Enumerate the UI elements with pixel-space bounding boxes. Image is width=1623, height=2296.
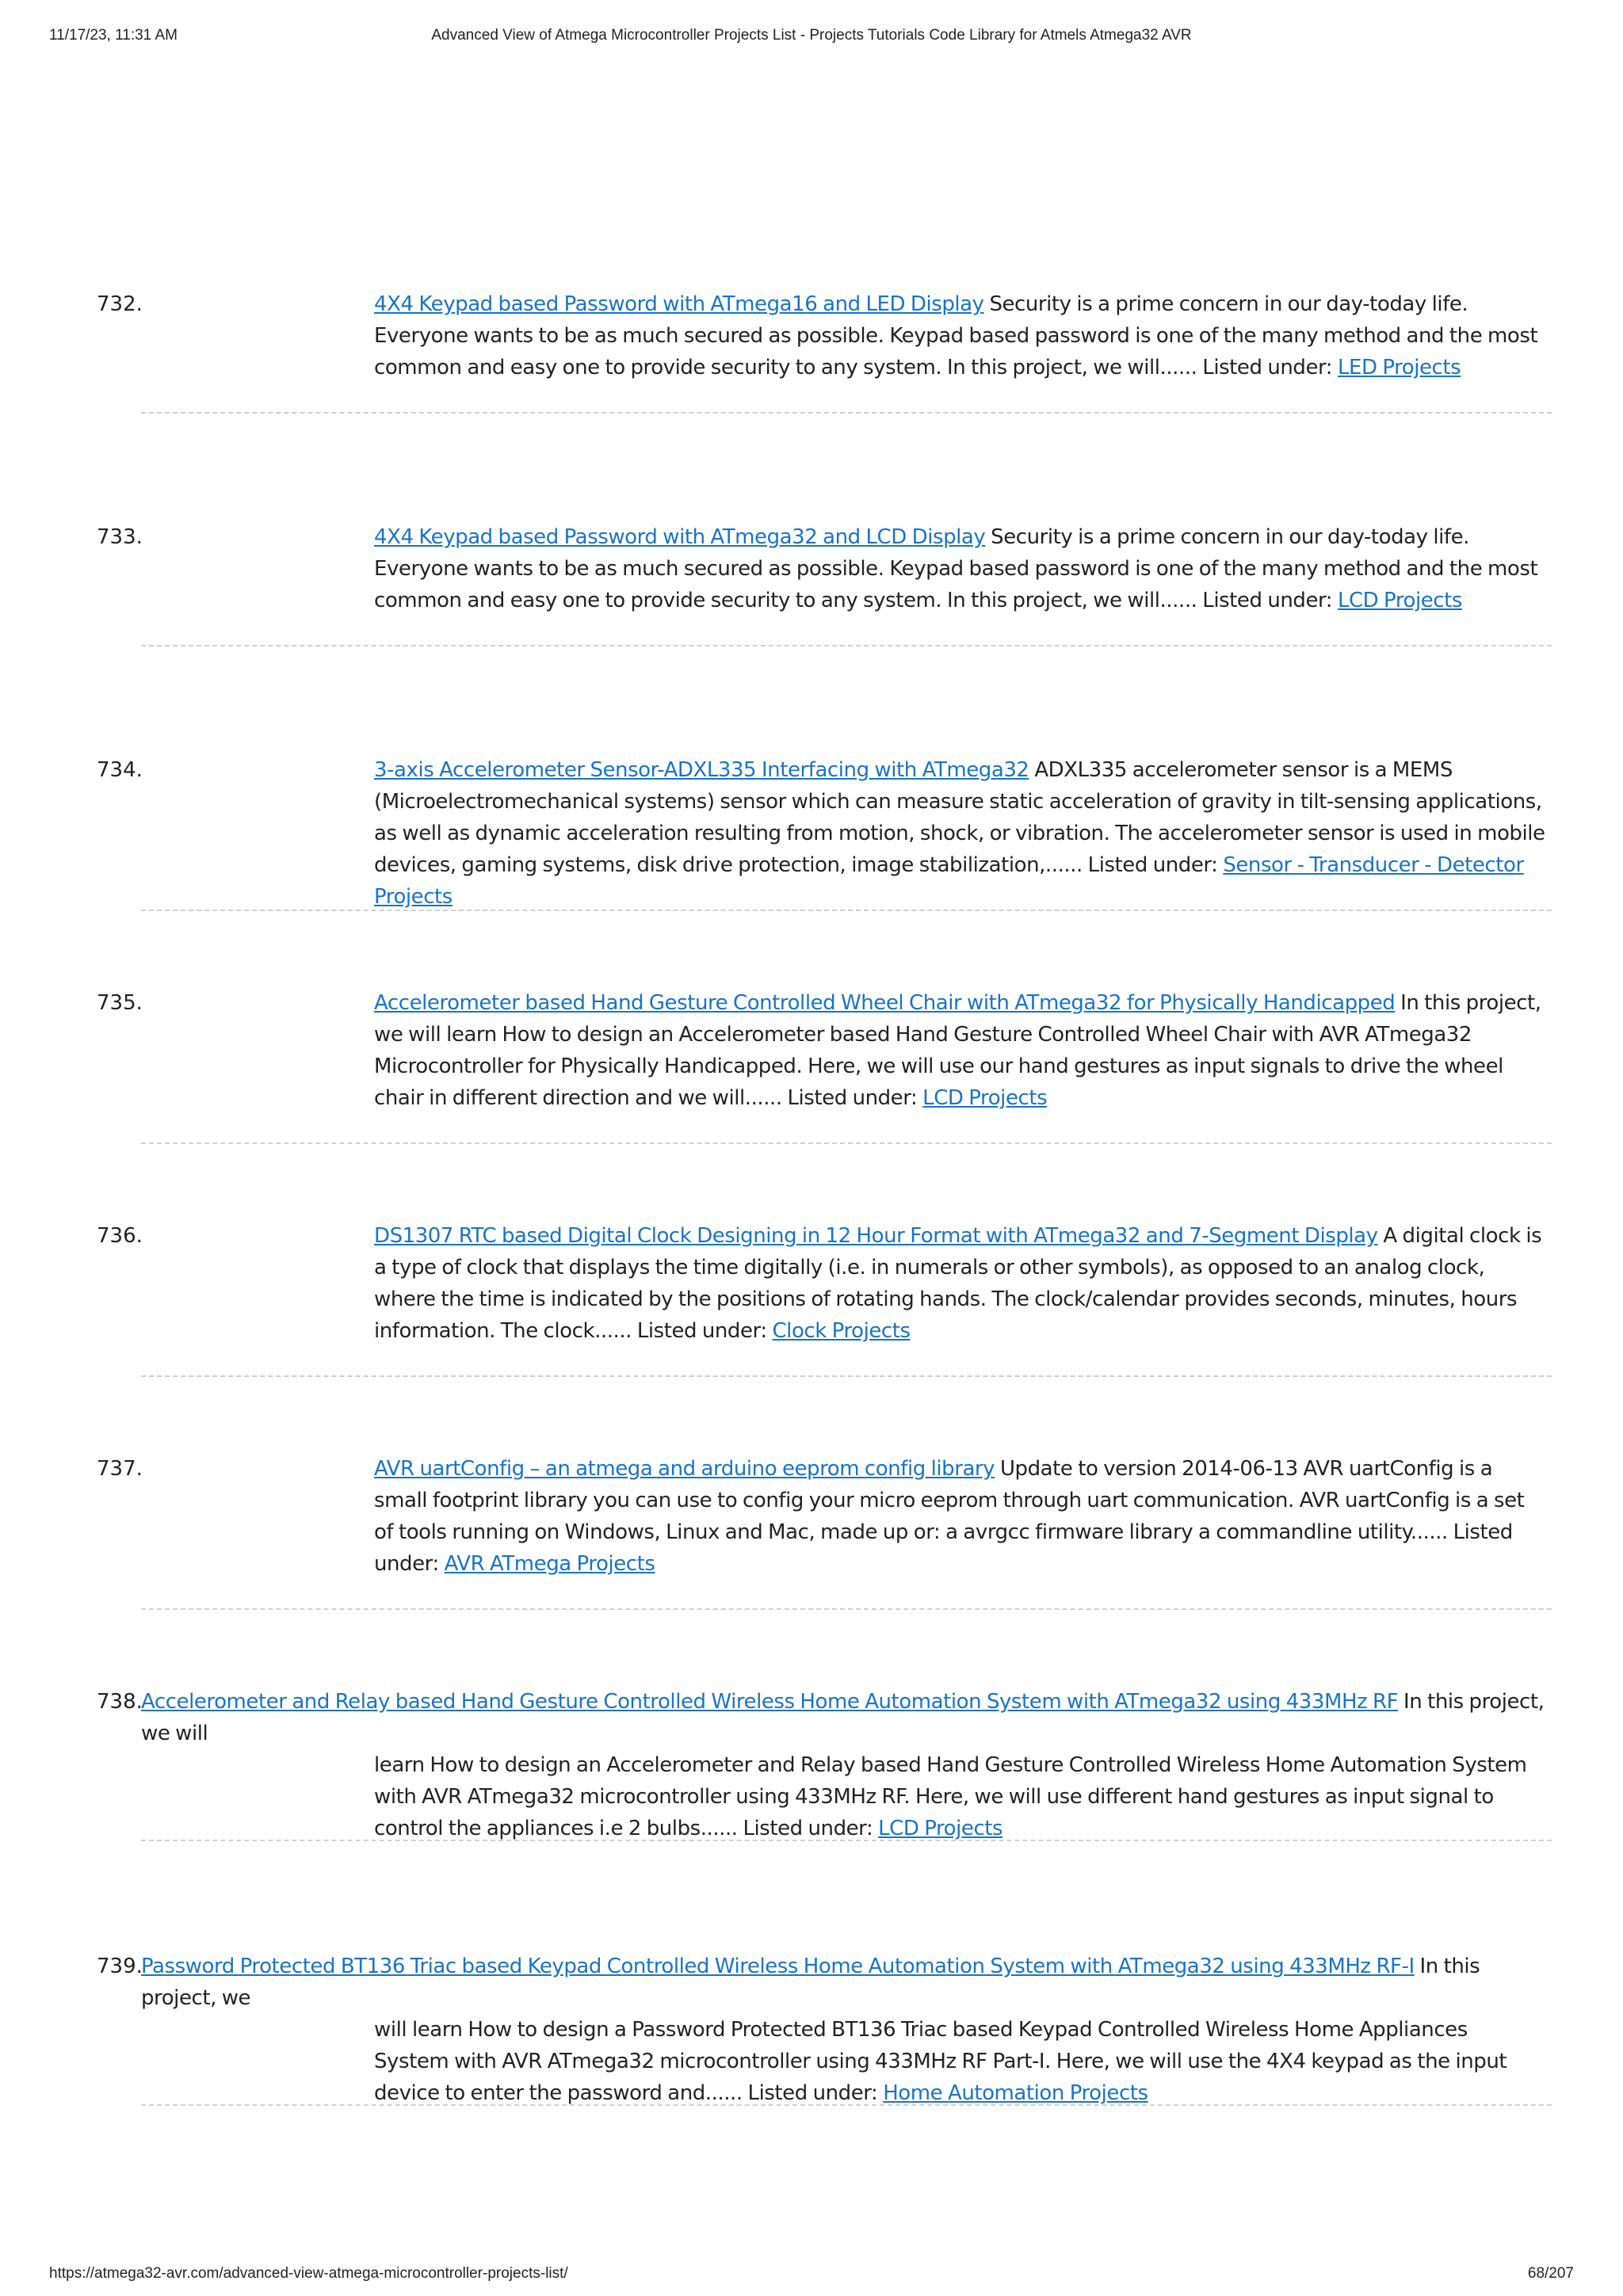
item-body bbox=[374, 1220, 1545, 1347]
item-number: 735. bbox=[97, 991, 143, 1015]
print-footer bbox=[49, 2265, 1574, 2286]
item-number: 737. bbox=[97, 1457, 143, 1481]
print-header bbox=[49, 27, 1574, 48]
project-title-link[interactable]: DS1307 RTC based Digital Clock Designing in 12 Hour Format with ATmega32 and 7-Segment Display bbox=[374, 1224, 1378, 1248]
item-body bbox=[374, 754, 1545, 913]
print-date: 11/17/23, 11:31 AM bbox=[49, 27, 178, 44]
project-description-continued bbox=[141, 2014, 1545, 2109]
listed-under-label: Listed under: bbox=[747, 2081, 878, 2105]
project-title-link[interactable]: Accelerometer and Relay based Hand Gesture Controlled Wireless Home Automation System with ATmega32 using 433MHz RF bbox=[141, 1690, 1399, 1714]
project-title-link[interactable]: 4X4 Keypad based Password with ATmega32 and LCD Display bbox=[374, 525, 986, 549]
listed-under-label: Listed under: bbox=[1087, 853, 1218, 877]
item-body bbox=[374, 987, 1545, 1114]
project-description: Security is a prime concern in our day-today life. Everyone wants to be as much secured as possible. Keypad based password is one of the many method and the most common and easy one to provide security to any system. In this project, we will...... bbox=[374, 525, 1538, 612]
listed-under-label: Listed under: bbox=[787, 1086, 918, 1110]
project-description: ADXL335 accelerometer sensor is a MEMS (Microelectromechanical systems) sensor which can measure static acceleration of gravity in tilt-sensing applications, as well as dynamic acceleration resulting from motion, shock, or vibration. The accelerometer sensor is used in mobile devices, gaming systems, disk drive protection, image stabilization,...... bbox=[374, 758, 1545, 877]
category-link[interactable]: AVR ATmega Projects bbox=[444, 1552, 655, 1576]
item-number: 739. bbox=[97, 1955, 143, 1978]
project-title-link[interactable]: 4X4 Keypad based Password with ATmega16 and LED Display bbox=[374, 292, 984, 316]
project-description: In this project, we will learn How to design an Accelerometer based Hand Gesture Controlled Wheel Chair with AVR ATmega32 Microcontroller for Physically Handicapped. Here, we will use our hand gestures as input signals to drive the wheel chair in different direction and we will...... bbox=[374, 991, 1541, 1110]
item-divider bbox=[141, 1840, 1552, 1841]
project-description: Security is a prime concern in our day-today life. Everyone wants to be as much secured as possible. Keypad based password is one of the many method and the most common and easy one to provide security to any system. In this project, we will...... bbox=[374, 292, 1538, 379]
item-divider bbox=[141, 1375, 1552, 1377]
project-title-link[interactable]: Accelerometer based Hand Gesture Controlled Wheel Chair with ATmega32 for Physically Handicapped bbox=[374, 991, 1396, 1015]
item-divider bbox=[141, 645, 1552, 646]
page-url: https://atmega32-avr.com/advanced-view-atmega-microcontroller-projects-list/ bbox=[49, 2265, 568, 2282]
listed-under-label: Listed under: bbox=[1202, 356, 1333, 379]
category-link[interactable]: Sensor - Transducer - Detector Projects bbox=[374, 853, 1524, 909]
project-description: Update to version 2014-06-13 AVR uartConfig is a small footprint library you can use to config your micro eeprom through uart communication. AVR uartConfig is a set of tools running on Windows, Linux and Mac, made up or: a avrgcc firmware library a commandline utility...... bbox=[374, 1457, 1525, 1544]
project-title-link[interactable]: 3-axis Accelerometer Sensor-ADXL335 Interfacing with ATmega32 bbox=[374, 758, 1029, 782]
project-title-link[interactable]: AVR uartConfig – an atmega and arduino eeprom config library bbox=[374, 1457, 995, 1481]
item-number: 736. bbox=[97, 1224, 143, 1248]
listed-under-label: Listed under: bbox=[636, 1319, 767, 1343]
project-title-link[interactable]: Password Protected BT136 Triac based Keypad Controlled Wireless Home Automation System with ATmega32 using 433MHz RF-I bbox=[141, 1955, 1415, 1978]
category-link[interactable]: LCD Projects bbox=[878, 1817, 1003, 1840]
item-body bbox=[374, 1453, 1545, 1580]
category-link[interactable]: LED Projects bbox=[1337, 356, 1461, 379]
category-link[interactable]: Clock Projects bbox=[772, 1319, 911, 1343]
listed-under-label: Listed under: bbox=[1202, 589, 1333, 612]
item-body bbox=[374, 288, 1545, 383]
category-link[interactable]: LCD Projects bbox=[922, 1086, 1048, 1110]
item-number: 732. bbox=[97, 292, 143, 316]
item-body bbox=[141, 1951, 1545, 2109]
project-description-start: In this project, we will bbox=[141, 1690, 1545, 1745]
project-description-continued bbox=[141, 1749, 1545, 1844]
item-divider bbox=[141, 1142, 1552, 1144]
item-body bbox=[374, 521, 1545, 616]
page-number: 68/207 bbox=[1527, 2265, 1574, 2282]
item-divider bbox=[141, 412, 1552, 414]
item-body bbox=[141, 1686, 1545, 1844]
category-link[interactable]: LCD Projects bbox=[1337, 589, 1462, 612]
item-divider bbox=[141, 1608, 1552, 1610]
item-number: 734. bbox=[97, 758, 143, 782]
item-divider bbox=[141, 910, 1552, 911]
item-divider bbox=[141, 2104, 1552, 2106]
project-description-start: In this project, we bbox=[141, 1955, 1480, 2010]
document-title: Advanced View of Atmega Microcontroller Projects List - Projects Tutorials Code Library for Atmels Atmega32 AVR bbox=[431, 27, 1192, 44]
listed-under-label: Listed under: bbox=[374, 1520, 1513, 1576]
project-description: will learn How to design a Password Protected BT136 Triac based Keypad Controlled Wireless Home Appliances System with AVR ATmega32 microcontroller using 433MHz RF Part-I. Here, we will use the 4X4 keypad as the input device to enter the password and...... bbox=[374, 2018, 1507, 2105]
item-number: 738. bbox=[97, 1690, 143, 1714]
project-description: learn How to design an Accelerometer and Relay based Hand Gesture Controlled Wireless Home Automation System with AVR ATmega32 microcontroller using 433MHz RF. Here, we will use different hand gestures as input signal to control the appliances i.e 2 bulbs...... bbox=[374, 1753, 1527, 1840]
listed-under-label: Listed under: bbox=[743, 1817, 873, 1840]
project-description: A digital clock is a type of clock that displays the time digitally (i.e. in numerals or other symbols), as opposed to an analog clock, where the time is indicated by the positions of rotating hands. The clock/calendar provides seconds, minutes, hours information. The clock...... bbox=[374, 1224, 1542, 1343]
item-number: 733. bbox=[97, 525, 143, 549]
category-link[interactable]: Home Automation Projects bbox=[883, 2081, 1148, 2105]
